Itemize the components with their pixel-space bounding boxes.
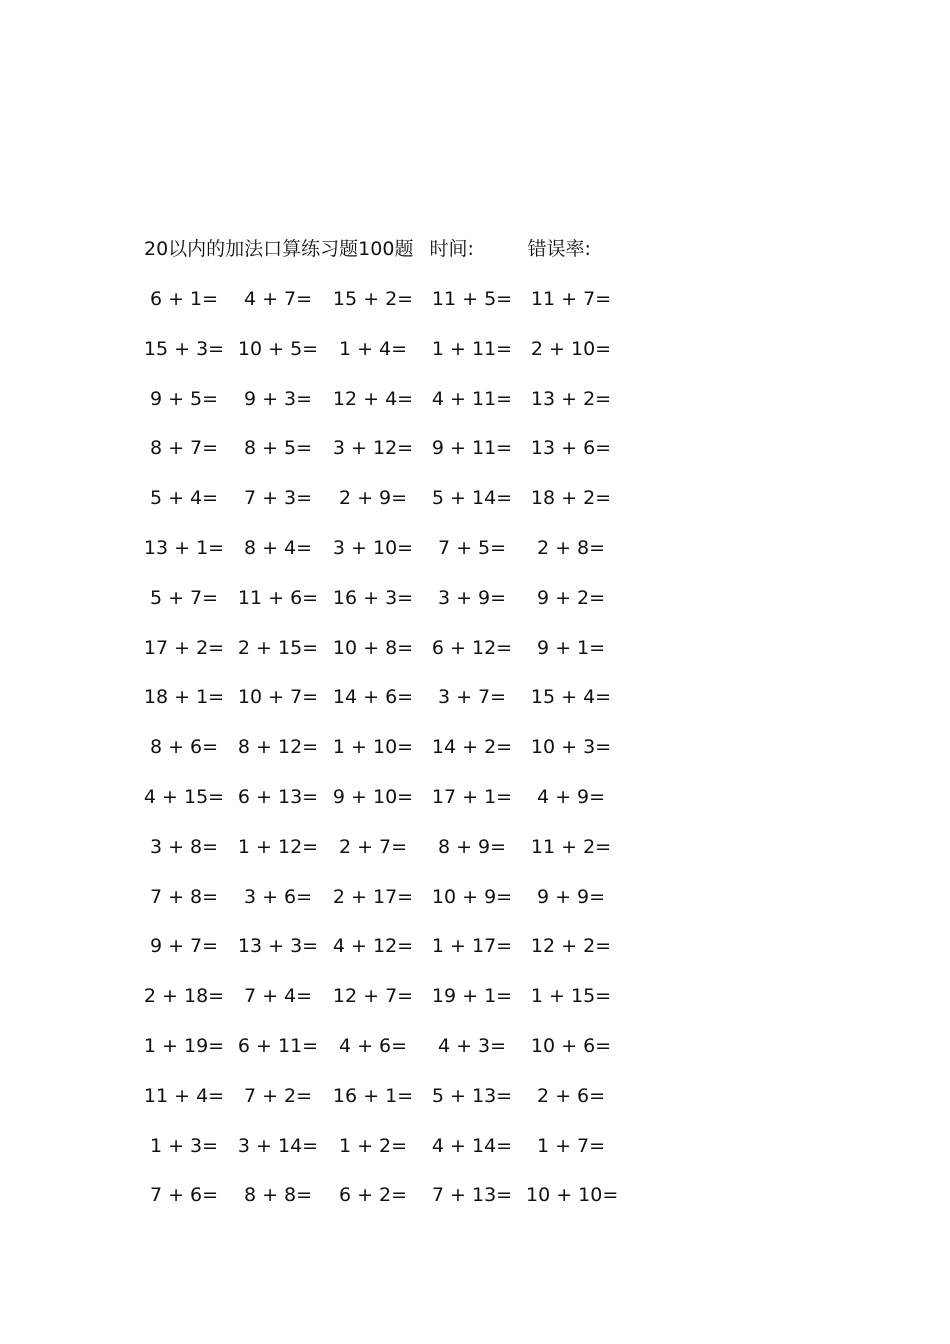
addition-problem: 1 + 12=	[237, 835, 319, 858]
addition-problem: 10 + 7=	[237, 686, 319, 709]
addition-problem: 8 + 12=	[237, 736, 319, 759]
error-rate-label: 错误率:	[527, 238, 591, 260]
addition-problem: 1 + 11=	[431, 337, 513, 360]
addition-problem: 5 + 13=	[431, 1084, 513, 1107]
addition-problem: 9 + 5=	[149, 387, 219, 410]
addition-problem: 2 + 15=	[237, 636, 319, 659]
addition-problem: 8 + 5=	[243, 437, 313, 460]
addition-problem: 18 + 2=	[530, 487, 612, 510]
addition-problem: 7 + 2=	[243, 1084, 313, 1107]
addition-problem: 1 + 7=	[536, 1134, 606, 1157]
addition-problem: 13 + 1=	[143, 537, 225, 559]
addition-problem: 11 + 6=	[237, 586, 319, 609]
addition-problem: 12 + 2=	[530, 935, 612, 958]
addition-problem: 12 + 4=	[332, 387, 414, 410]
addition-problem: 1 + 17=	[431, 935, 513, 958]
addition-problem: 15 + 2=	[332, 288, 414, 310]
addition-problem: 4 + 12=	[332, 935, 414, 958]
addition-problem: 9 + 1=	[536, 636, 606, 659]
addition-problem: 4 + 14=	[431, 1134, 513, 1157]
addition-problem: 15 + 4=	[530, 686, 612, 709]
addition-problem: 6 + 11=	[237, 1035, 319, 1057]
addition-problem: 3 + 9=	[437, 586, 507, 609]
addition-problem: 1 + 10=	[332, 736, 414, 759]
addition-problem: 17 + 2=	[143, 636, 225, 659]
addition-problem: 7 + 4=	[243, 985, 313, 1008]
time-label: 时间:	[429, 238, 474, 260]
addition-problem: 9 + 11=	[431, 437, 513, 460]
addition-problem: 1 + 3=	[149, 1134, 219, 1157]
addition-problem: 5 + 7=	[149, 586, 219, 609]
addition-problem: 12 + 7=	[332, 985, 414, 1008]
addition-problem: 3 + 10=	[332, 537, 414, 559]
addition-problem: 18 + 1=	[143, 686, 225, 709]
addition-problem: 10 + 3=	[530, 736, 612, 759]
addition-problem: 2 + 10=	[530, 337, 612, 360]
addition-problem: 10 + 10=	[526, 1184, 619, 1207]
addition-problem: 11 + 7=	[530, 288, 612, 310]
addition-problem: 10 + 8=	[332, 636, 414, 659]
addition-problem: 9 + 7=	[149, 935, 219, 958]
addition-problem: 6 + 12=	[431, 636, 513, 659]
addition-problem: 9 + 3=	[243, 387, 313, 410]
addition-problem: 7 + 6=	[149, 1184, 219, 1207]
addition-problem: 7 + 3=	[243, 487, 313, 510]
addition-problem: 9 + 9=	[536, 885, 606, 908]
addition-problem: 6 + 2=	[338, 1184, 408, 1207]
worksheet-title: 20以内的加法口算练习题100题	[144, 238, 414, 260]
addition-problem: 4 + 11=	[431, 387, 513, 410]
addition-problem: 3 + 12=	[332, 437, 414, 460]
addition-problem: 19 + 1=	[431, 985, 513, 1008]
worksheet-header	[144, 236, 591, 262]
addition-problem: 8 + 8=	[243, 1184, 313, 1207]
addition-problem: 5 + 4=	[149, 487, 219, 510]
addition-problem: 3 + 7=	[437, 686, 507, 709]
addition-problem: 4 + 3=	[437, 1035, 507, 1057]
addition-problem: 9 + 10=	[332, 786, 414, 808]
addition-problem: 14 + 6=	[332, 686, 414, 709]
addition-problem: 10 + 6=	[530, 1035, 612, 1057]
addition-problem: 10 + 9=	[431, 885, 513, 908]
addition-problem: 11 + 4=	[143, 1084, 225, 1107]
addition-problem: 6 + 1=	[149, 288, 219, 310]
addition-problem: 1 + 19=	[143, 1035, 225, 1057]
addition-problem: 11 + 5=	[431, 288, 513, 310]
addition-problem: 4 + 7=	[243, 288, 313, 310]
addition-problem: 9 + 2=	[536, 586, 606, 609]
addition-problem: 15 + 3=	[143, 337, 225, 360]
addition-problem: 7 + 8=	[149, 885, 219, 908]
addition-problem: 8 + 6=	[149, 736, 219, 759]
addition-problem: 8 + 7=	[149, 437, 219, 460]
addition-problem: 13 + 3=	[237, 935, 319, 958]
addition-problem: 1 + 2=	[338, 1134, 408, 1157]
addition-problem: 3 + 8=	[149, 835, 219, 858]
addition-problem: 2 + 8=	[536, 537, 606, 559]
addition-problem: 13 + 6=	[530, 437, 612, 460]
addition-problem: 1 + 15=	[530, 985, 612, 1008]
addition-problem: 4 + 15=	[143, 786, 225, 808]
addition-problem: 2 + 7=	[338, 835, 408, 858]
addition-problem: 16 + 1=	[332, 1084, 414, 1107]
addition-problem: 8 + 9=	[437, 835, 507, 858]
addition-problem: 16 + 3=	[332, 586, 414, 609]
addition-problem: 1 + 4=	[338, 337, 408, 360]
addition-problem: 7 + 13=	[431, 1184, 513, 1207]
addition-problem: 4 + 9=	[536, 786, 606, 808]
addition-problem: 2 + 17=	[332, 885, 414, 908]
addition-problem: 3 + 14=	[237, 1134, 319, 1157]
addition-problem: 6 + 13=	[237, 786, 319, 808]
addition-problem: 8 + 4=	[243, 537, 313, 559]
addition-problem: 14 + 2=	[431, 736, 513, 759]
addition-problem: 3 + 6=	[243, 885, 313, 908]
addition-problem: 10 + 5=	[237, 337, 319, 360]
addition-problem: 4 + 6=	[338, 1035, 408, 1057]
addition-problem: 7 + 5=	[437, 537, 507, 559]
addition-problem: 17 + 1=	[431, 786, 513, 808]
addition-problem: 2 + 9=	[338, 487, 408, 510]
addition-problem: 5 + 14=	[431, 487, 513, 510]
addition-problem: 13 + 2=	[530, 387, 612, 410]
addition-problem: 2 + 18=	[143, 985, 225, 1008]
addition-problem: 11 + 2=	[530, 835, 612, 858]
addition-problem: 2 + 6=	[536, 1084, 606, 1107]
